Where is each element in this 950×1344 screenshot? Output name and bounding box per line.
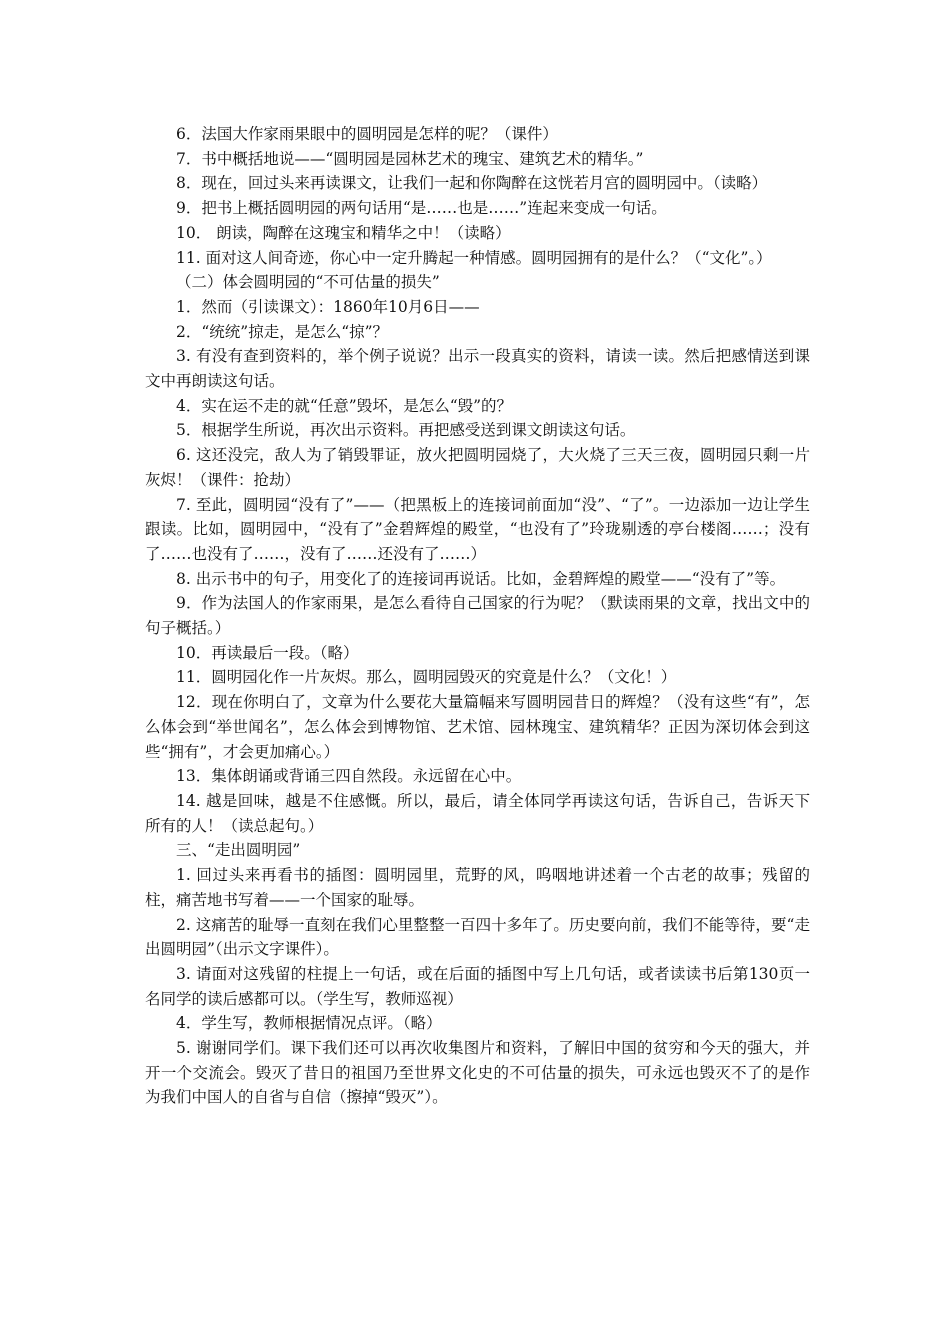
paragraph: 2．“统统”掠走，是怎么“掠”？ — [176, 322, 389, 341]
paragraph: 9．把书上概括圆明园的两句话用“是……也是……”连起来变成一句话。 — [176, 199, 667, 218]
paragraph: 10． 朗读，陶醉在这瑰宝和精华之中！（读略） — [176, 223, 511, 242]
paragraph: 4．学生写，教师根据情况点评。（略） — [176, 1014, 442, 1033]
paragraph: 8. 出示书中的句子，用变化了的连接词再说话。比如，金碧辉煌的殿堂——“没有了”等。 — [176, 569, 786, 588]
document-body — [145, 122, 810, 1110]
paragraph: 5. 谢谢同学们。课下我们还可以再次收集图片和资料，了解旧中国的贫穷和今天的强大，并开一个交流会。毁灭了昔日的祖国乃至世界文化史的不可估量的损失，可永远也毁灭不了的是作为我们中国人的自省与自信（擦掉“毁灭”）。 — [145, 1039, 810, 1107]
paragraph: 3. 请面对这残留的柱提上一句话，或在后面的插图中写上几句话，或者读读书后第130页一名同学的读后感都可以。（学生写，教师巡视） — [145, 964, 810, 1008]
paragraph: 1．然而（引读课文）：1860年10月6日—— — [176, 297, 480, 316]
paragraph: 13．集体朗诵或背诵三四自然段。永远留在心中。 — [176, 767, 522, 786]
paragraph: 9．作为法国人的作家雨果，是怎么看待自己国家的行为呢？（默读雨果的文章，找出文中的句子概括。） — [145, 594, 810, 638]
paragraph: （二）体会圆明园的“不可估量的损失” — [176, 273, 440, 292]
paragraph: 1. 回过头来再看书的插图：圆明园里，荒野的风，呜咽地讲述着一个古老的故事；残留的柱，痛苦地书写着——一个国家的耻辱。 — [145, 866, 810, 909]
paragraph: 8．现在，回过头来再读课文，让我们一起和你陶醉在这恍若月宫的圆明园中。（读略） — [176, 174, 768, 193]
paragraph: 12．现在你明白了，文章为什么要花大量篇幅来写圆明园昔日的辉煌？（没有这些“有”，怎么体会到“举世闻名”，怎么体会到博物馆、艺术馆、园林瑰宝、建筑精华？正因为深切体会到这些“拥有”，才会更加痛心。） — [145, 693, 810, 761]
paragraph: 10．再读最后一段。（略） — [176, 643, 359, 662]
paragraph: 6．法国大作家雨果眼中的圆明园是怎样的呢？（课件） — [176, 125, 558, 143]
paragraph: 5．根据学生所说，再次出示资料。再把感受送到课文朗读这句话。 — [176, 421, 636, 440]
paragraph: 7. 至此，圆明园“没有了”——（把黑板上的连接词前面加“没”、“了”。一边添加一边让学生跟读。比如，圆明园中，“没有了”金碧辉煌的殿堂，“也没有了”玲珑剔透的亭台楼阁……；没有了……也没有了……，没有了……还没有了……） — [145, 495, 810, 563]
paragraph: 11．圆明园化作一片灰烬。那么，圆明园毁灭的究竟是什么？（文化！） — [176, 668, 677, 687]
paragraph: 2. 这痛苦的耻辱一直刻在我们心里整整一百四十多年了。历史要向前，我们不能等待，要“走出圆明园”（出示文字课件）。 — [145, 915, 810, 959]
paragraph: 三、“走出圆明园” — [176, 841, 301, 860]
paragraph: 11. 面对这人间奇迹，你心中一定升腾起一种情感。圆明园拥有的是什么？（“文化”。） — [176, 248, 772, 267]
paragraph: 3. 有没有查到资料的，举个例子说说？出示一段真实的资料，请读一读。然后把感情送到课文中再朗读这句话。 — [145, 347, 810, 391]
paragraph: 14. 越是回味，越是不住感慨。所以，最后，请全体同学再读这句话，告诉自己，告诉天下所有的人！（读总起句。） — [145, 791, 810, 835]
paragraph: 4．实在运不走的就“任意”毁坏，是怎么“毁”的？ — [176, 396, 513, 415]
paragraph: 7．书中概括地说——“圆明园是园林艺术的瑰宝、建筑艺术的精华。” — [176, 149, 644, 168]
paragraph: 6. 这还没完，敌人为了销毁罪证，放火把圆明园烧了，大火烧了三天三夜，圆明园只剩一片灰烬！（课件：抢劫） — [145, 446, 810, 489]
